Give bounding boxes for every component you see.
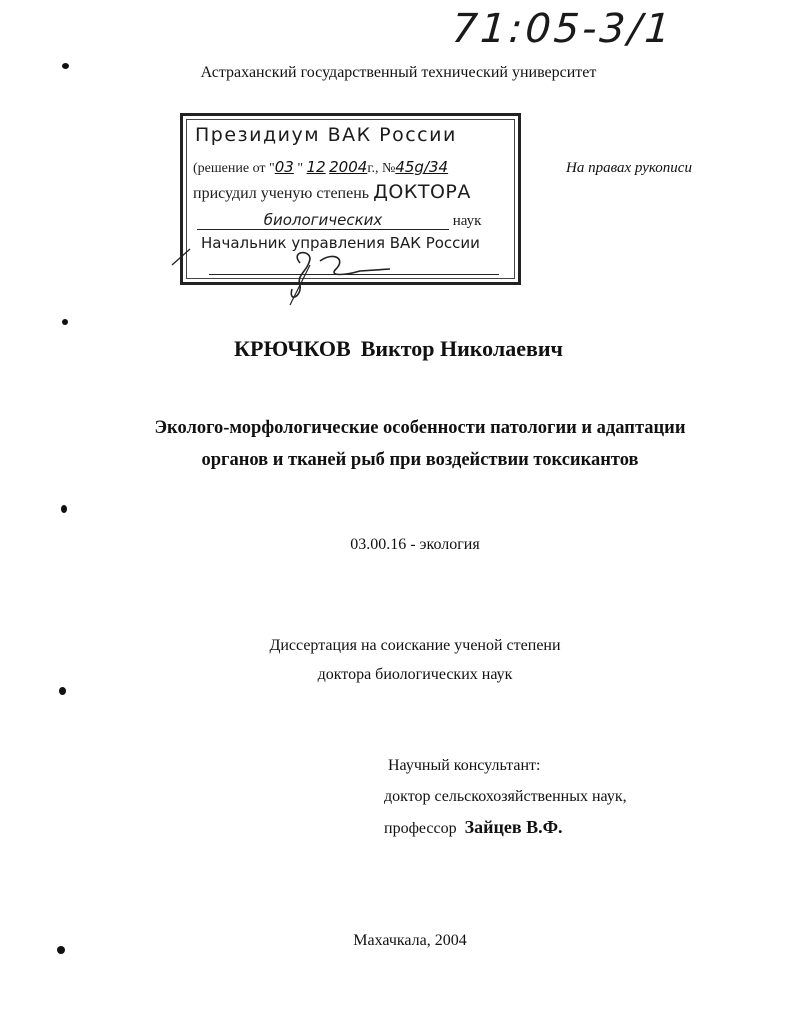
author-given-name: Виктор Николаевич [360,336,563,361]
scan-speck [61,505,67,513]
consultant-name: Зайцев В.Ф. [464,817,563,837]
stamp-decision-year: 2004 [329,158,368,176]
stamp-decision-number: 45g/34 [395,158,449,176]
scientific-consultant [384,750,627,844]
stamp-decision-day: 03 [274,158,294,176]
signature [150,245,410,315]
archive-code: 71:05-3/1 [450,6,675,52]
stamp-science-suffix: наук [452,213,482,229]
author-surname: КРЮЧКОВ [234,336,351,361]
stamp-science [197,211,517,230]
signature-stroke [290,265,310,305]
dissertation-line: Диссертация на соискание ученой степени [269,637,561,654]
consultant-rank: профессор [384,820,457,837]
author-name [0,336,797,362]
consultant-rank-name [384,812,627,844]
stamp-decision-month: 12 [306,158,326,176]
stamp-science-field: биологических [197,211,449,230]
signature-stroke [172,249,190,265]
manuscript-note: На правах рукописи [566,160,692,176]
stamp-decision: (решение от "03 " 12 2004г., №45g/34 [193,158,449,176]
stamp-title: Президиум ВАК России [195,124,457,146]
dissertation-line: доктора биологических наук [317,666,513,683]
stamp-degree [193,181,471,203]
signature-stroke [320,256,390,274]
stamp-degree-value: ДОКТОРА [373,181,471,203]
signature-stroke [291,253,310,298]
title-line: органов и тканей рыб при воздействии токсикантов [201,450,639,470]
stamp-degree-prefix: присудил ученую степень [193,185,370,202]
dissertation-purpose [0,631,797,689]
dissertation-title [0,412,797,476]
stamp-decision-prefix: (решение от " [193,161,275,176]
stamp-decision-year-suffix: г., № [367,161,396,176]
specialty-code: 03.00.16 - экология [350,536,480,553]
scan-speck [62,319,68,325]
consultant-label: Научный консультант: [388,757,541,774]
stamp-head: Начальник управления ВАК России [201,234,480,252]
university-name: Астраханский государственный технический университет [200,64,597,81]
title-line: Эколого-морфологические особенности патологии и адаптации [154,418,686,438]
consultant-degree: доктор сельскохозяйственных наук, [384,788,627,805]
place-year: Махачкала, 2004 [353,932,467,949]
